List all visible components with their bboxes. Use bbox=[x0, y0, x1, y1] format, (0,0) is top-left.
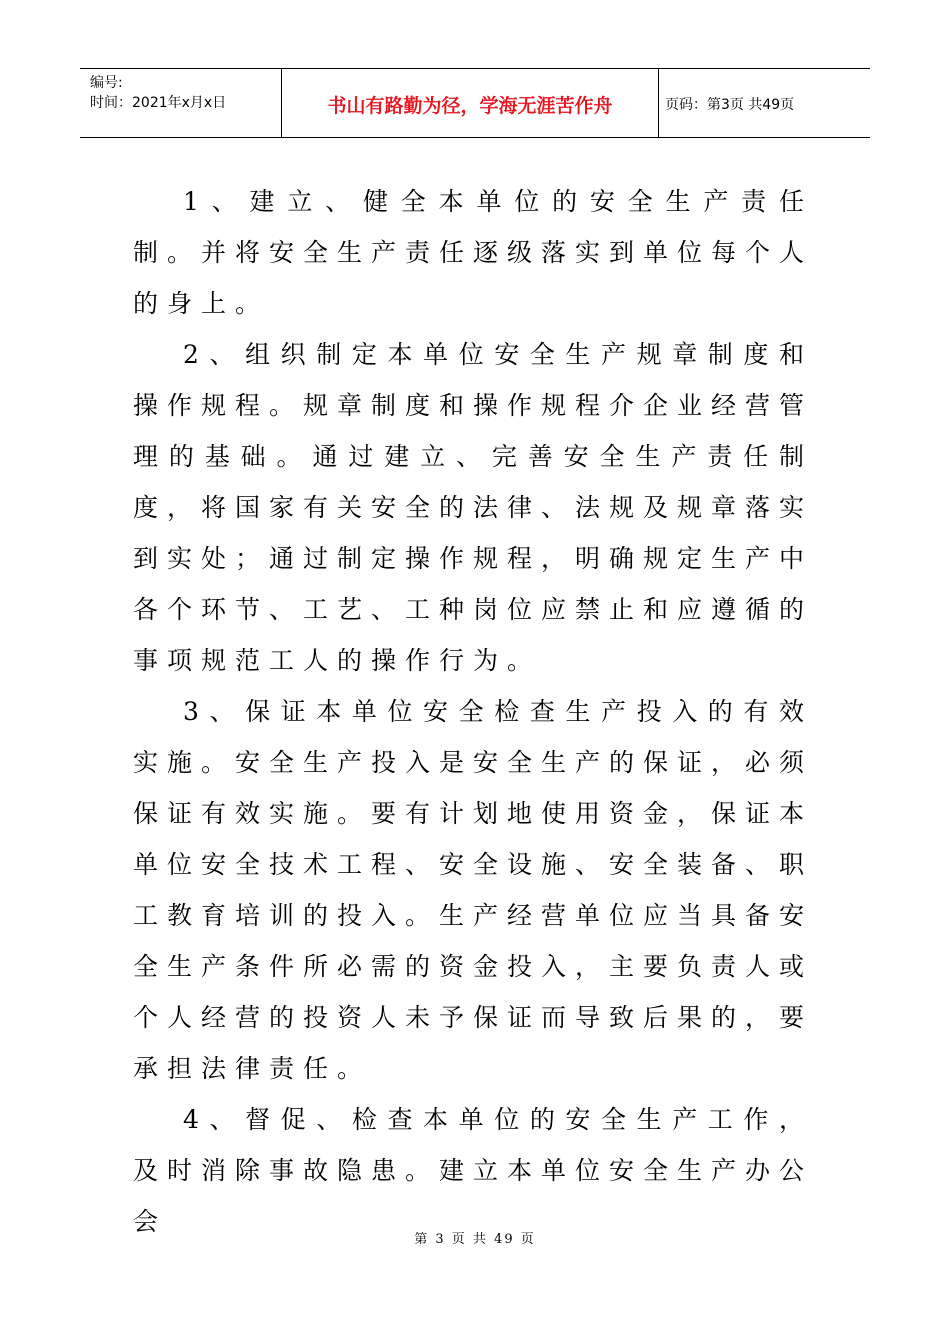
paragraph-1: 1、建立、健全本单位的安全生产责任制。并将安全生产责任逐级落实到单位每个人的身上。 bbox=[133, 187, 814, 318]
page-header bbox=[80, 68, 870, 138]
page-footer: 第 3 页 共 49 页 bbox=[414, 1232, 536, 1247]
paragraph-3: 3、保证本单位安全检查生产投入的有效实施。安全生产投入是安全生产的保证，必须保证有效实施。要有计划地使用资金，保证本单位安全技术工程、安全设施、安全装备、职工教育培训的投入。生产经营单位应当具备安全生产条件所必需的资金投入，主要负责人或个人经营的投资人未予保证而导致后果的，要承担法律责任。 bbox=[133, 697, 814, 1083]
document-code-label: 编号: bbox=[90, 75, 123, 91]
document-body bbox=[133, 176, 813, 1247]
header-page-info: 页码：第3页 共49页 bbox=[665, 97, 795, 113]
paragraph-4: 4、督促、检查本单位的安全生产工作，及时消除事故隐患。建立本单位安全生产办公会 bbox=[133, 1105, 814, 1236]
header-meta bbox=[80, 69, 282, 137]
header-motto: 书山有路勤为径，学海无涯苦作舟 bbox=[282, 69, 659, 137]
paragraph-2: 2、组织制定本单位安全生产规章制度和操作规程。规章制度和操作规程介企业经营管理的基础。通过建立、完善安全生产责任制度，将国家有关安全的法律、法规及规章落实到实处；通过制定操作规程，明确规定生产中各个环节、工艺、工种岗位应禁止和应遵循的事项规范工人的操作行为。 bbox=[133, 340, 814, 675]
document-date: 时间：2021年x月x日 bbox=[90, 95, 227, 111]
